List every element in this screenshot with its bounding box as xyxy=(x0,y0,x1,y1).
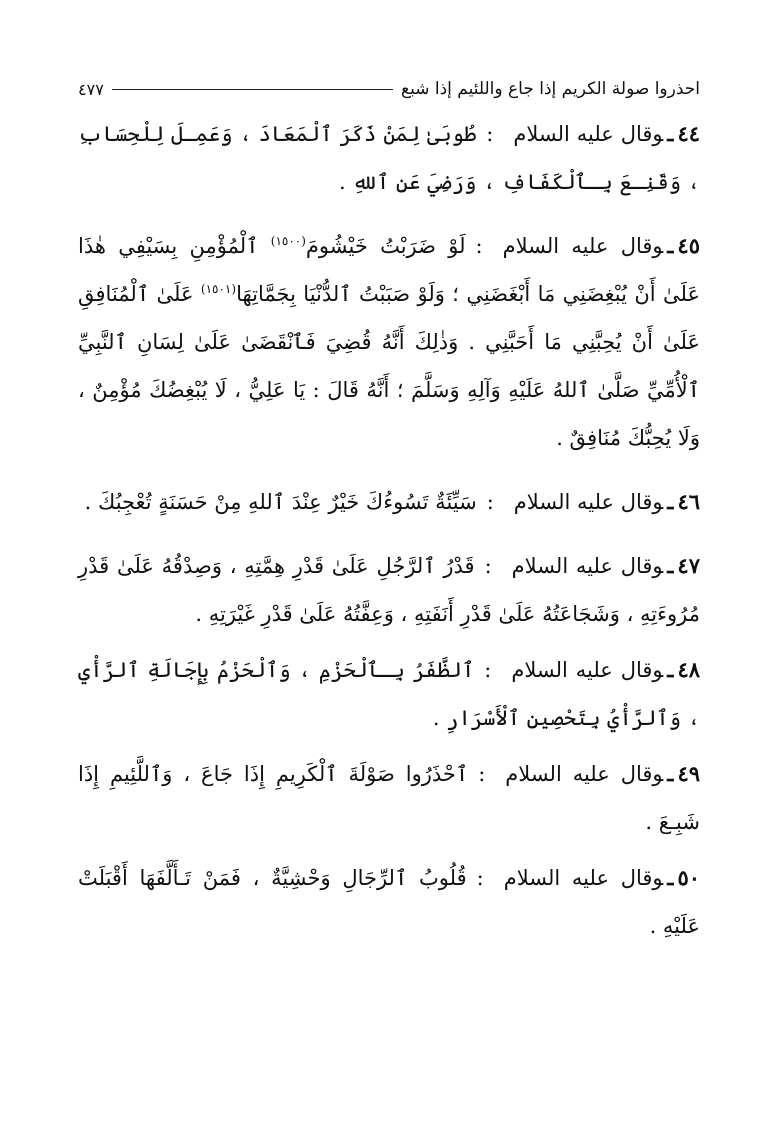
entry-intro: وقال عليه السلام xyxy=(503,866,664,890)
entry-44 xyxy=(78,110,700,206)
entry-text: قُلُوبُ ٱلرِّجَالِ وَحْشِيَّةٌ ، فَمَنْ تَـأَلَّفَهَا أَقْبَلَتْ عَلَيْهِ . xyxy=(78,866,700,938)
entry-colon: : xyxy=(486,490,494,514)
entry-49 xyxy=(78,750,700,846)
entry-text-part3: عَلَىٰ ٱلْمُنَافِقِ عَلَىٰ أَنْ يُحِبَّنِي مَا أَحَبَّنِي . وَذٰلِكَ أَنَّهُ قُضِيَ فَٱنْقَضَىٰ عَلَىٰ لِسَانِ ٱلنَّبِيِّ ٱلْأُمِّيِّ صَلَّىٰ ٱللهُ عَلَيْهِ وَآلِهِ وَسَلَّمَ ؛ أَنَّهُ قَالَ : يَا عَلِيُّ ، لَا يُبْغِضُكَ مُؤْمِنٌ ، وَلَا يُحِبُّكَ مُنَافِقٌ . xyxy=(78,282,700,450)
entry-separator: ـ xyxy=(667,121,674,146)
footnote-ref-1501[interactable]: (١٥٠١) xyxy=(200,282,237,296)
entry-text-part1: لَوْ ضَرَبْتُ خَيْشُومَ xyxy=(305,234,466,258)
entry-intro: وقال عليه السلام xyxy=(502,234,664,258)
entry-text: قَدْرُ ٱلرَّجُلِ عَلَىٰ قَدْرِ هِمَّتِهِ ، وَصِدْقُهُ عَلَىٰ قَدْرِ مُرُوءَتِهِ ، وَشَجَاعَتُهُ عَلَىٰ قَدْرِ أَنَفَتِهِ ، وَعِفَّتُهُ عَلَىٰ قَدْرِ غَيْرَتِهِ . xyxy=(78,554,700,626)
entry-text: ٱلظَّفَرُ بِـٱلْحَزْمِ ، وَٱلْحَزْمُ بِإِجَالَةِ ٱلرَّأْيِ ، وَٱلرَّأْيُ بِتَحْصِينِ ٱلْأَسْرَارِ . xyxy=(78,658,700,730)
entry-text: ٱحْذَرُوا صَوْلَةَ ٱلْكَرِيمِ إِذَا جَاعَ ، وَٱللَّئِيمِ إِذَا شَبِـعَ . xyxy=(78,762,700,834)
entry-separator: ـ xyxy=(667,761,674,786)
entry-separator: ـ xyxy=(667,865,674,890)
entry-colon: : xyxy=(478,762,486,786)
page-content xyxy=(78,110,700,958)
entry-colon: : xyxy=(475,234,483,258)
entry-intro: وقال عليه السلام xyxy=(513,122,664,146)
running-header xyxy=(78,74,700,104)
entry-number: ٤٦ xyxy=(677,489,700,514)
entry-48 xyxy=(78,646,700,742)
entry-intro: وقال عليه السلام xyxy=(511,658,664,682)
entry-number: ٤٥ xyxy=(677,233,700,258)
entry-number: ٤٤ xyxy=(677,121,700,146)
entry-number: ٤٧ xyxy=(677,553,700,578)
entry-text: طُوبَىٰ لِمَنْ ذَكَرَ ٱلْمَعَادَ ، وَعَمِـلَ لِلْحِسَابِ ، وَقَنِـعَ بِـٱلْكَفَافِ ، وَرَضِيَ عَنِ ٱللهِ . xyxy=(78,122,700,194)
entry-separator: ـ xyxy=(667,553,674,578)
entry-50 xyxy=(78,854,700,950)
entry-47 xyxy=(78,542,700,638)
entry-colon: : xyxy=(484,554,492,578)
entry-text-part2: ٱلْمُؤْمِنِ بِسَيْفِي هٰذَا عَلَىٰ أَنْ يُبْغِضَنِي مَا أَبْغَضَنِي ؛ وَلَوْ صَبَبْتُ ٱلدُّنْيَا بِجَمَّاتِهَا xyxy=(78,234,700,306)
entry-intro: وقال عليه السلام xyxy=(513,490,664,514)
header-rule xyxy=(112,89,393,90)
entry-number: ٥٠ xyxy=(677,865,700,890)
footnote-ref-1500[interactable]: (١٥٠٠) xyxy=(270,234,306,248)
entry-intro: وقال عليه السلام xyxy=(505,762,664,786)
entry-colon: : xyxy=(484,658,492,682)
header-title: احذروا صولة الكريم إذا جاع واللئيم إذا شبع xyxy=(401,79,700,99)
entry-number: ٤٨ xyxy=(677,657,700,682)
entry-45 xyxy=(78,222,700,462)
entry-colon: : xyxy=(476,866,484,890)
page-number: ٤٧٧ xyxy=(78,79,104,99)
entry-separator: ـ xyxy=(667,233,674,258)
entry-intro: وقال عليه السلام xyxy=(511,554,664,578)
entry-text: سَيِّئَةٌ تَسُوءُكَ خَيْرٌ عِنْدَ ٱللهِ مِنْ حَسَنَةٍ تُعْجِبُكَ . xyxy=(84,490,477,514)
entry-46 xyxy=(78,478,700,526)
entry-separator: ـ xyxy=(667,657,674,682)
entry-number: ٤٩ xyxy=(677,761,700,786)
entry-separator: ـ xyxy=(667,489,674,514)
entry-colon: : xyxy=(486,122,494,146)
